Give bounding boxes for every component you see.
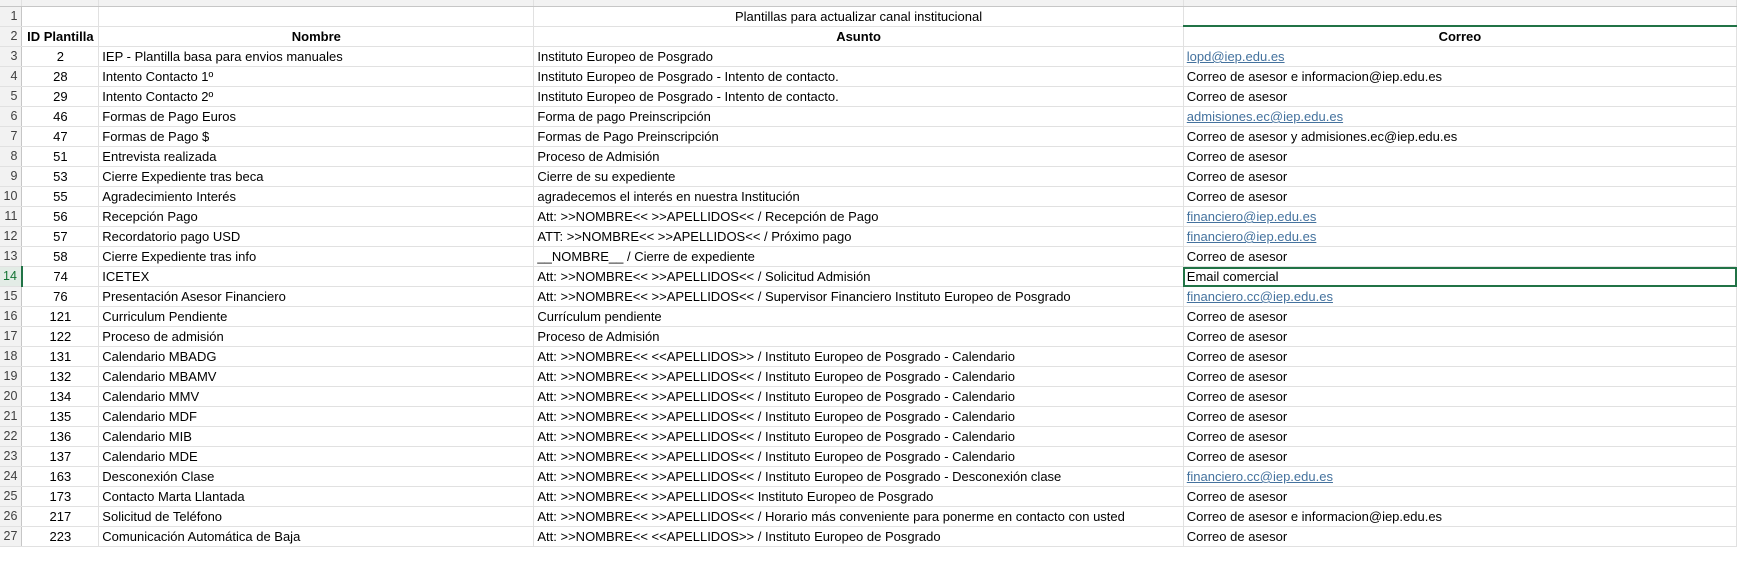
row-number[interactable]: 11 [0,207,22,227]
row-number[interactable]: 10 [0,187,22,207]
table-row [0,507,1737,527]
cell-asunto[interactable]: Instituto Europeo de Posgrado - Intento de contacto. [534,67,1183,87]
table-row [0,447,1737,467]
row-number[interactable]: 26 [0,507,22,527]
table-row [0,527,1737,547]
cell-correo[interactable]: Correo de asesor [1183,147,1736,167]
cell-id-plantilla[interactable]: 134 [22,387,99,407]
cell-asunto[interactable]: Att: >>NOMBRE<< >>APELLIDOS<< / Supervisor Financiero Instituto Europeo de Posgrado [534,287,1183,307]
cell-nombre[interactable]: Recepción Pago [99,207,534,227]
cell-asunto[interactable]: Instituto Europeo de Posgrado - Intento de contacto. [534,87,1183,107]
cell-asunto[interactable]: Att: >>NOMBRE<< >>APELLIDOS<< / Instituto Europeo de Posgrado - Calendario [534,367,1183,387]
cell-nombre[interactable]: Calendario MMV [99,387,534,407]
cell-asunto[interactable]: Att: >>NOMBRE<< >>APELLIDOS<< / Instituto Europeo de Posgrado - Calendario [534,387,1183,407]
row-number[interactable]: 20 [0,387,22,407]
row-number[interactable]: 3 [0,47,22,67]
cell[interactable] [22,6,99,26]
cell-id-plantilla[interactable]: 47 [22,127,99,147]
table-row [0,267,1737,287]
sheet-title[interactable]: Plantillas para actualizar canal institucional [534,6,1183,26]
row-number[interactable]: 21 [0,407,22,427]
table-row [0,87,1737,107]
table-row [0,467,1737,487]
table-row [0,47,1737,67]
cell-nombre[interactable]: Cierre Expediente tras info [99,247,534,267]
cell-id-plantilla[interactable]: 136 [22,427,99,447]
cell-id-plantilla[interactable]: 28 [22,67,99,87]
row-number[interactable]: 13 [0,247,22,267]
cell-asunto[interactable]: Cierre de su expediente [534,167,1183,187]
cell-nombre[interactable]: Intento Contacto 2º [99,87,534,107]
row-number[interactable]: 9 [0,167,22,187]
cell-nombre[interactable]: Recordatorio pago USD [99,227,534,247]
cell-id-plantilla[interactable]: 223 [22,527,99,547]
table-row [0,287,1737,307]
cell-id-plantilla[interactable]: 122 [22,327,99,347]
cell-nombre[interactable]: Formas de Pago $ [99,127,534,147]
table-row [0,67,1737,87]
cell-nombre[interactable]: Comunicación Automática de Baja [99,527,534,547]
row-number[interactable]: 22 [0,427,22,447]
cell-id-plantilla[interactable]: 57 [22,227,99,247]
cell[interactable] [99,6,534,26]
cell-asunto[interactable]: Att: >>NOMBRE<< >>APELLIDOS<< / Solicitud Admisión [534,267,1183,287]
cell-correo[interactable]: Correo de asesor [1183,167,1736,187]
cell-asunto[interactable]: Att: >>NOMBRE<< >>APELLIDOS<< / Instituto Europeo de Posgrado - Calendario [534,407,1183,427]
table-row [0,347,1737,367]
cell-correo[interactable]: Correo de asesor [1183,347,1736,367]
cell-correo[interactable]: Correo de asesor [1183,367,1736,387]
row-number[interactable]: 27 [0,527,22,547]
row-number[interactable]: 8 [0,147,22,167]
row-number[interactable]: 7 [0,127,22,147]
table-row [0,167,1737,187]
cell-correo[interactable]: Correo de asesor e informacion@iep.edu.es [1183,507,1736,527]
cell-id-plantilla[interactable]: 131 [22,347,99,367]
cell-asunto[interactable]: Instituto Europeo de Posgrado [534,47,1183,67]
cell-nombre[interactable]: IEP - Plantilla basa para envios manuales [99,47,534,67]
cell-id-plantilla[interactable]: 51 [22,147,99,167]
cell-nombre[interactable]: Calendario MIB [99,427,534,447]
row-number[interactable]: 16 [0,307,22,327]
table-row [0,407,1737,427]
cell-id-plantilla[interactable]: 163 [22,467,99,487]
cell-id-plantilla[interactable]: 29 [22,87,99,107]
header-id-plantilla[interactable]: ID Plantilla [22,26,99,47]
row-number[interactable]: 18 [0,347,22,367]
row-number[interactable]: 25 [0,487,22,507]
table-row [0,307,1737,327]
header-correo[interactable]: Correo [1183,26,1736,47]
cell-asunto[interactable]: Att: >>NOMBRE<< <<APELLIDOS>> / Instituto Europeo de Posgrado - Calendario [534,347,1183,367]
cell-asunto[interactable]: Proceso de Admisión [534,327,1183,347]
row-number[interactable]: 4 [0,67,22,87]
cell-id-plantilla[interactable]: 55 [22,187,99,207]
cell-nombre[interactable]: Entrevista realizada [99,147,534,167]
table-row [0,147,1737,167]
cell-correo[interactable]: Correo de asesor [1183,87,1736,107]
table-row [0,107,1737,127]
table-row [0,487,1737,507]
header-nombre[interactable]: Nombre [99,26,534,47]
cell-asunto[interactable]: Currículum pendiente [534,307,1183,327]
cell-id-plantilla[interactable]: 56 [22,207,99,227]
cell-id-plantilla[interactable]: 132 [22,367,99,387]
cell-nombre[interactable]: Presentación Asesor Financiero [99,287,534,307]
cell-id-plantilla[interactable]: 58 [22,247,99,267]
cell-nombre[interactable]: Desconexión Clase [99,467,534,487]
cell-asunto[interactable]: Att: >>NOMBRE<< <<APELLIDOS>> / Instituto Europeo de Posgrado [534,527,1183,547]
cell-id-plantilla[interactable]: 173 [22,487,99,507]
cell-correo[interactable]: Correo de asesor [1183,527,1736,547]
cell-asunto[interactable]: Formas de Pago Preinscripción [534,127,1183,147]
cell-correo[interactable]: Email comercial [1183,267,1736,287]
cell-correo[interactable]: Correo de asesor [1183,327,1736,347]
cell-asunto[interactable]: Att: >>NOMBRE<< >>APELLIDOS<< / Horario más conveniente para ponerme en contacto con usted [534,507,1183,527]
cell-asunto[interactable]: Att: >>NOMBRE<< >>APELLIDOS<< / Instituto Europeo de Posgrado - Calendario [534,427,1183,447]
table-row [0,327,1737,347]
cell-nombre[interactable]: Calendario MBAMV [99,367,534,387]
cell-asunto[interactable]: ATT: >>NOMBRE<< >>APELLIDOS<< / Próximo pago [534,227,1183,247]
cell-asunto[interactable]: Att: >>NOMBRE<< >>APELLIDOS<< / Recepción de Pago [534,207,1183,227]
title-row [0,6,1737,26]
table-row [0,127,1737,147]
cell-correo[interactable]: Correo de asesor [1183,247,1736,267]
table-row [0,367,1737,387]
cell-correo[interactable]: Correo de asesor y admisiones.ec@iep.edu.es [1183,127,1736,147]
cell-correo[interactable]: Correo de asesor e informacion@iep.edu.es [1183,67,1736,87]
table-row [0,247,1737,267]
cell-nombre[interactable]: Proceso de admisión [99,327,534,347]
cell-correo[interactable]: Correo de asesor [1183,427,1736,447]
table-row [0,207,1737,227]
cell-id-plantilla[interactable]: 2 [22,47,99,67]
row-number[interactable]: 19 [0,367,22,387]
header-asunto[interactable]: Asunto [534,26,1183,47]
cell-asunto[interactable]: Att: >>NOMBRE<< >>APELLIDOS<< Instituto Europeo de Posgrado [534,487,1183,507]
cell-correo-link[interactable]: admisiones.ec@iep.edu.es [1183,107,1736,127]
cell-correo-link[interactable]: financiero@iep.edu.es [1183,227,1736,247]
cell-nombre[interactable]: Calendario MDF [99,407,534,427]
row-number[interactable]: 23 [0,447,22,467]
cell-nombre[interactable]: Curriculum Pendiente [99,307,534,327]
cell-correo-link[interactable]: lopd@iep.edu.es [1183,47,1736,67]
cell-id-plantilla[interactable]: 121 [22,307,99,327]
cell-nombre[interactable]: Intento Contacto 1º [99,67,534,87]
table-row [0,227,1737,247]
cell[interactable] [1183,6,1736,26]
cell-id-plantilla[interactable]: 74 [22,267,99,287]
cell-nombre[interactable]: Solicitud de Teléfono [99,507,534,527]
cell-nombre[interactable]: Calendario MBADG [99,347,534,367]
cell-correo[interactable]: Correo de asesor [1183,187,1736,207]
row-number[interactable]: 15 [0,287,22,307]
cell-nombre[interactable]: Calendario MDE [99,447,534,467]
row-number[interactable]: 12 [0,227,22,247]
table-row [0,187,1737,207]
cell-nombre[interactable]: Formas de Pago Euros [99,107,534,127]
cell-nombre[interactable]: Cierre Expediente tras beca [99,167,534,187]
table-row [0,427,1737,447]
cell-correo[interactable]: Correo de asesor [1183,487,1736,507]
row-number[interactable]: 24 [0,467,22,487]
header-row [0,26,1737,47]
row-number[interactable]: 5 [0,87,22,107]
cell-asunto[interactable]: Forma de pago Preinscripción [534,107,1183,127]
cell-id-plantilla[interactable]: 217 [22,507,99,527]
row-number[interactable]: 17 [0,327,22,347]
cell-correo[interactable]: Correo de asesor [1183,387,1736,407]
cell-correo[interactable]: Correo de asesor [1183,447,1736,467]
row-number[interactable]: 6 [0,107,22,127]
row-number[interactable]: 2 [0,26,22,47]
cell-asunto[interactable]: agradecemos el interés en nuestra Institución [534,187,1183,207]
cell-correo-link[interactable]: financiero.cc@iep.edu.es [1183,287,1736,307]
row-number[interactable]: 1 [0,6,22,26]
cell-nombre[interactable]: ICETEX [99,267,534,287]
cell-asunto[interactable]: Att: >>NOMBRE<< >>APELLIDOS<< / Instituto Europeo de Posgrado - Calendario [534,447,1183,467]
cell-id-plantilla[interactable]: 76 [22,287,99,307]
cell-id-plantilla[interactable]: 135 [22,407,99,427]
table-row [0,387,1737,407]
cell-nombre[interactable]: Agradecimiento Interés [99,187,534,207]
cell-correo[interactable]: Correo de asesor [1183,407,1736,427]
cell-correo-link[interactable]: financiero@iep.edu.es [1183,207,1736,227]
cell-nombre[interactable]: Contacto Marta Llantada [99,487,534,507]
cell-id-plantilla[interactable]: 53 [22,167,99,187]
cell-correo-link[interactable]: financiero.cc@iep.edu.es [1183,467,1736,487]
cell-id-plantilla[interactable]: 46 [22,107,99,127]
cell-asunto[interactable]: Proceso de Admisión [534,147,1183,167]
cell-asunto[interactable]: __NOMBRE__ / Cierre de expediente [534,247,1183,267]
row-number[interactable]: 14 [0,267,22,287]
cell-correo[interactable]: Correo de asesor [1183,307,1736,327]
cell-id-plantilla[interactable]: 137 [22,447,99,467]
cell-asunto[interactable]: Att: >>NOMBRE<< >>APELLIDOS<< / Instituto Europeo de Posgrado - Desconexión clase [534,467,1183,487]
